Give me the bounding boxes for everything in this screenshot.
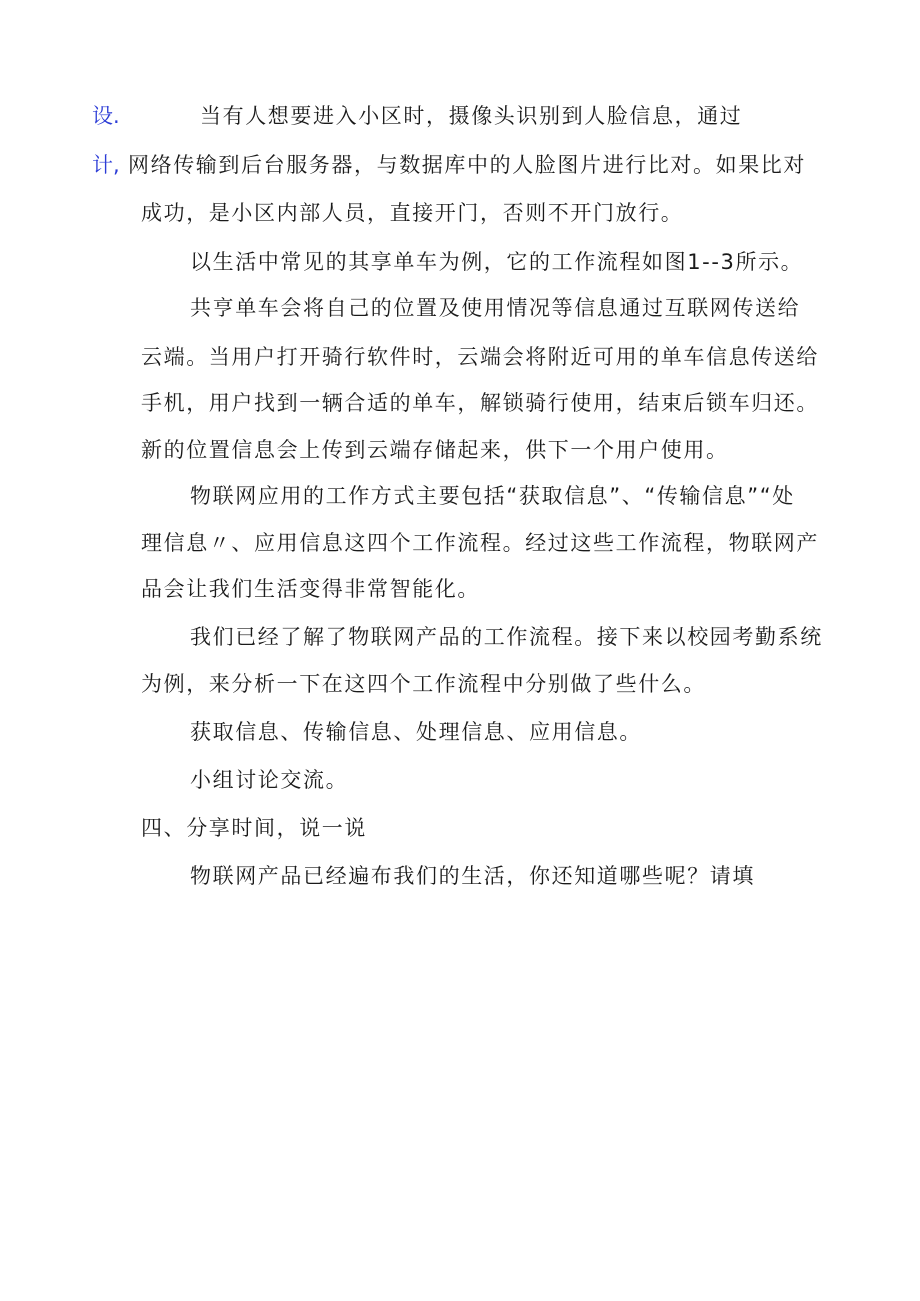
text-line-13: 为例，来分析一下在这四个工作流程中分别做了些什么。 bbox=[141, 672, 706, 696]
margin-note-1: 设. bbox=[92, 104, 120, 128]
text-line-3: 成功，是小区内部人员，直接开门，否则不开门放行。 bbox=[141, 201, 684, 225]
text-line-17: 物联网产品已经遍布我们的生活，你还知道哪些呢？请填 bbox=[190, 864, 755, 888]
text-line-15: 小组讨论交流。 bbox=[190, 768, 349, 792]
text-line-6: 云端。当用户打开骑行软件时，云端会将附近可用的单车信息传送给 bbox=[141, 345, 819, 369]
text-line-2: 网络传输到后台服务器，与数据库中的人脸图片进行比对。如果比对 bbox=[128, 153, 806, 177]
text-line-10: 理信息〃、应用信息这四个工作流程。经过这些工作流程，物联网产 bbox=[141, 531, 819, 555]
text-line-5: 共亨单车会将自己的位置及使用情况等信息通过互联网传送给 bbox=[190, 296, 801, 320]
text-line-8: 新的位置信息会上传到云端存储起来，供下一个用户使用。 bbox=[141, 438, 729, 462]
text-line-1: 当有人想要进入小区时，摄像头识别到人脸信息，通过 bbox=[200, 104, 743, 128]
text-line-14: 获取信息、传输信息、处理信息、应用信息。 bbox=[190, 720, 642, 744]
text-line-7: 手机，用户找到一辆合适的单车，解锁骑行使用，结束后锁车归还。 bbox=[141, 391, 819, 415]
text-line-9: 物联网应用的工作方式主要包括“获取信息”、“传输信息”“处 bbox=[190, 484, 795, 508]
text-line-12: 我们已经了解了物联网产品的工作流程。接下来以校园考勤系统 bbox=[190, 625, 823, 649]
text-line-4: 以生活中常见的其享单车为例，它的工作流程如图1--3所示。 bbox=[190, 250, 804, 274]
margin-note-2: 计, bbox=[92, 153, 120, 177]
text-line-16: 四、分享时间，说一说 bbox=[141, 816, 367, 840]
text-line-11: 品会让我们生活变得非常智能化。 bbox=[141, 577, 480, 601]
